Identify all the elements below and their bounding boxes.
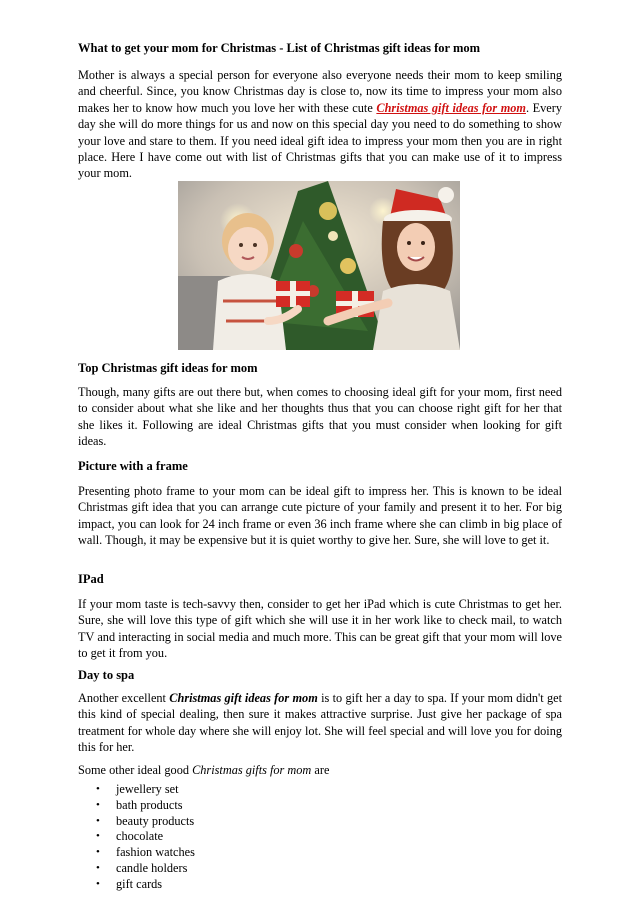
bullet-icon: •	[96, 798, 100, 811]
paragraph-other-gifts	[78, 762, 562, 778]
paragraph-top-christmas-gift-ideas: Though, many gifts are out there but, when comes to choosing ideal gift for your mom, first need to consider about what she like and her thoughts thus that you can choose right gift for her that she likes it. Following are ideal Christmas gifts that you must consider when looking for gift ideas.	[78, 385, 562, 449]
list-item	[78, 798, 195, 814]
bullet-icon: •	[96, 814, 100, 827]
list-item-label: jewellery set	[116, 782, 179, 796]
heading-day-to-spa: Day to spa	[78, 668, 135, 682]
heading-ipad: IPad	[78, 572, 104, 586]
list-item	[78, 782, 195, 798]
heading-top-christmas-gift-ideas: Top Christmas gift ideas for mom	[78, 361, 258, 375]
christmas-gift-ideas-link[interactable]: Christmas gift ideas for mom	[376, 100, 526, 115]
bullet-icon: •	[96, 783, 100, 795]
other-text-2: are	[311, 763, 330, 777]
paragraph-day-to-spa	[78, 690, 562, 756]
other-keyword: Christmas gifts for mom	[192, 763, 312, 777]
document-title: What to get your mom for Christmas - List of Christmas gift ideas for mom	[78, 41, 481, 55]
photo-mother-child-christmas-gift	[178, 181, 460, 350]
list-item-label: candle holders	[116, 860, 188, 875]
list-item	[78, 814, 195, 830]
paragraph-ipad: If your mom taste is tech-savvy then, consider to get her iPad which is cute Christmas to get her. Sure, she will love this type of gift which she will use it in her work like to check mail, to watch TV and interacting in social media and much more. This can be great gift that your mom will love to get it from you.	[78, 597, 562, 661]
intro-text-1: Mother is always a special person for everyone also everyone needs their mom to keep smiling and cheerful. Since, you know Christmas day is close to, now its time to impress your mom also makes her to know how much you love her with these cute	[78, 68, 562, 115]
bullet-icon: •	[96, 877, 100, 890]
list-item	[78, 861, 195, 877]
gift-list	[78, 782, 195, 893]
spa-text-1: Another excellent	[78, 691, 170, 705]
list-item-label: bath products	[116, 797, 183, 812]
list-item	[78, 877, 195, 893]
list-item	[78, 829, 195, 845]
other-text-1: Some other ideal good	[78, 763, 193, 777]
spa-text-2: is to gift her a day to spa. If your mom didn't get this kind of special dealing, then sure it makes attractive surprise. Just give her package of spa treatment for whole day where she will enjoy lot. She will feel special and will love you for doing this for her.	[78, 691, 562, 755]
photo-image	[178, 181, 460, 350]
intro-text-2: . Every day she will do more things for us and now on this special day you need to do something to show your love and stare to them. If you need ideal gift idea to impress your mom then you are in right place. Here I have come out with list of Christmas gifts that you can make use of it to impress your mom.	[78, 100, 562, 181]
paragraph-picture-with-frame: Presenting photo frame to your mom can be ideal gift to impress her. This is known to be ideal Christmas gift idea that you can arrange cute picture of your family and present it to her. For big impact, you can look for 24 inch frame or even 36 inch frame where she can climb in big place of wall. Though, it may be expensive but it is quiet worthy to give her. Sure, she will love to get it.	[78, 484, 562, 548]
list-item-label: chocolate	[116, 829, 164, 844]
intro-paragraph	[78, 67, 562, 182]
heading-picture-with-frame: Picture with a frame	[78, 459, 188, 473]
bullet-icon: •	[96, 830, 100, 843]
list-item-label: gift cards	[116, 876, 163, 891]
list-item-label: fashion watches	[116, 845, 195, 860]
list-item-label: beauty products	[116, 813, 195, 828]
bullet-icon: •	[96, 846, 100, 859]
spa-keyword: Christmas gift ideas for mom	[169, 691, 318, 705]
list-item	[78, 845, 195, 861]
bullet-icon: •	[96, 861, 100, 874]
